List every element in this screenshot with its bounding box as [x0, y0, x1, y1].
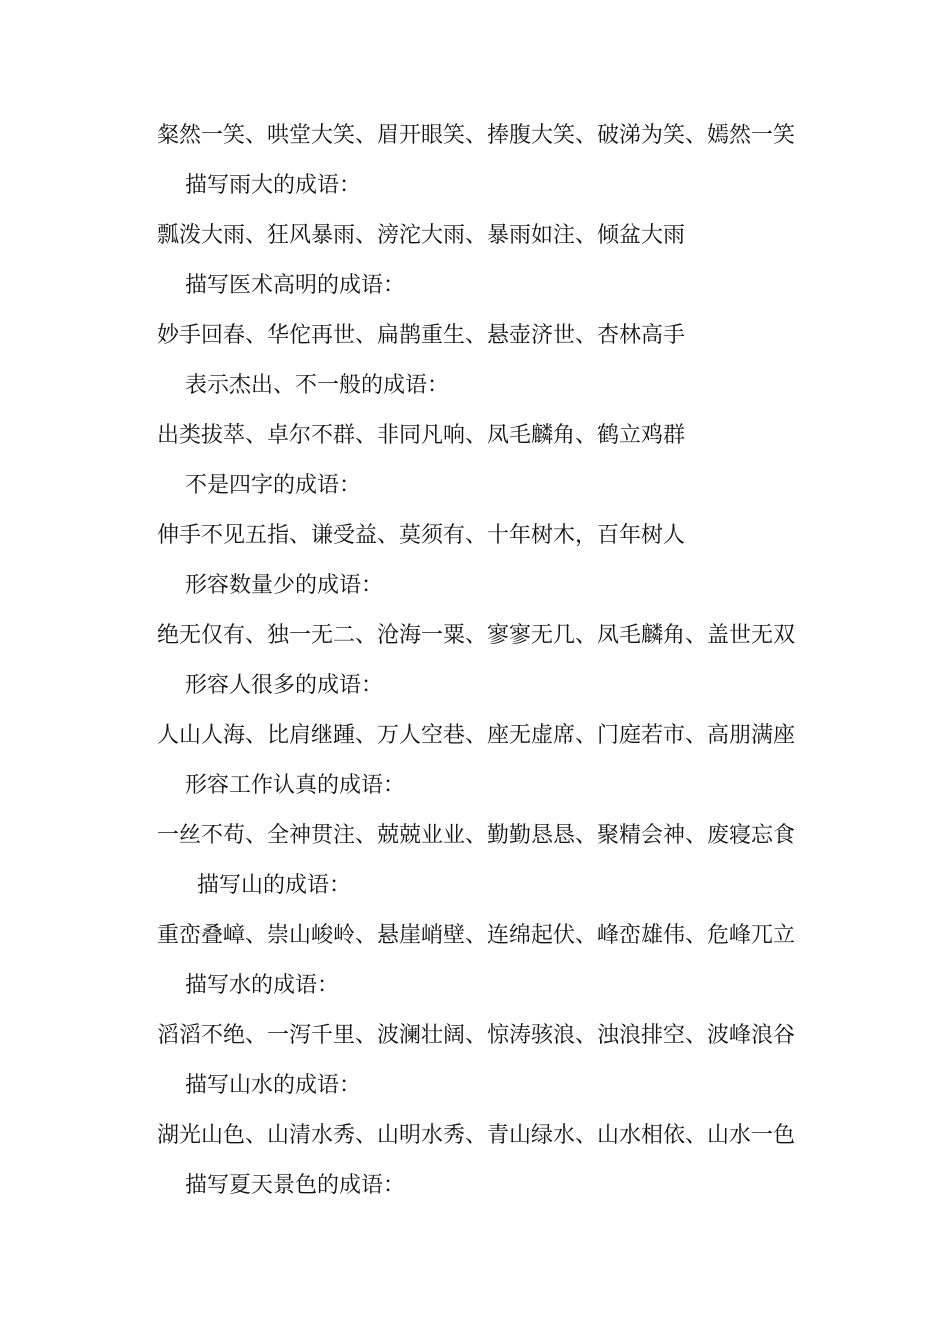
heading-medical-skill: 描写医术高明的成语：	[185, 273, 406, 298]
heading-landscape: 描写山水的成语：	[185, 1073, 362, 1098]
idiom-line-laughing: 粲然一笑、哄堂大笑、眉开眼笑、捧腹大笑、破涕为笑、嫣然一笑	[157, 123, 796, 148]
idiom-line-outstanding: 出类拔萃、卓尔不群、非同凡响、凤毛麟角、鹤立鸡群	[157, 423, 686, 448]
heading-water: 描写水的成语：	[185, 973, 340, 998]
heading-small-quantity: 形容数量少的成语：	[185, 573, 384, 598]
heading-diligent-work: 形容工作认真的成语：	[185, 773, 406, 798]
idiom-line-heavy-rain: 瓢泼大雨、狂风暴雨、滂沱大雨、暴雨如注、倾盆大雨	[157, 223, 686, 248]
idiom-line-medical-skill: 妙手回春、华佗再世、扁鹊重生、悬壶济世、杏林高手	[157, 323, 686, 348]
idiom-line-diligent-work: 一丝不苟、全神贯注、兢兢业业、勤勤恳恳、聚精会神、废寝忘食	[157, 823, 796, 848]
idiom-line-water: 滔滔不绝、一泻千里、波澜壮阔、惊涛骇浪、浊浪排空、波峰浪谷	[157, 1023, 796, 1048]
heading-summer-scenery: 描写夏天景色的成语：	[185, 1173, 406, 1198]
heading-outstanding: 表示杰出、不一般的成语：	[185, 373, 450, 398]
heading-mountains: 描写山的成语：	[197, 873, 352, 898]
idiom-line-small-quantity: 绝无仅有、独一无二、沧海一粟、寥寥无几、凤毛麟角、盖世无双	[157, 623, 796, 648]
heading-many-people: 形容人很多的成语：	[185, 673, 384, 698]
heading-non-four-character: 不是四字的成语：	[185, 473, 362, 498]
idiom-line-many-people: 人山人海、比肩继踵、万人空巷、座无虚席、门庭若市、高朋满座	[157, 723, 796, 748]
idiom-line-non-four-character: 伸手不见五指、谦受益、莫须有、十年树木，百年树人	[157, 523, 686, 548]
heading-heavy-rain: 描写雨大的成语：	[185, 173, 362, 198]
idiom-line-mountains: 重峦叠嶂、崇山峻岭、悬崖峭壁、连绵起伏、峰峦雄伟、危峰兀立	[157, 923, 796, 948]
document-body	[157, 111, 857, 1211]
idiom-line-landscape: 湖光山色、山清水秀、山明水秀、青山绿水、山水相依、山水一色	[157, 1123, 796, 1148]
